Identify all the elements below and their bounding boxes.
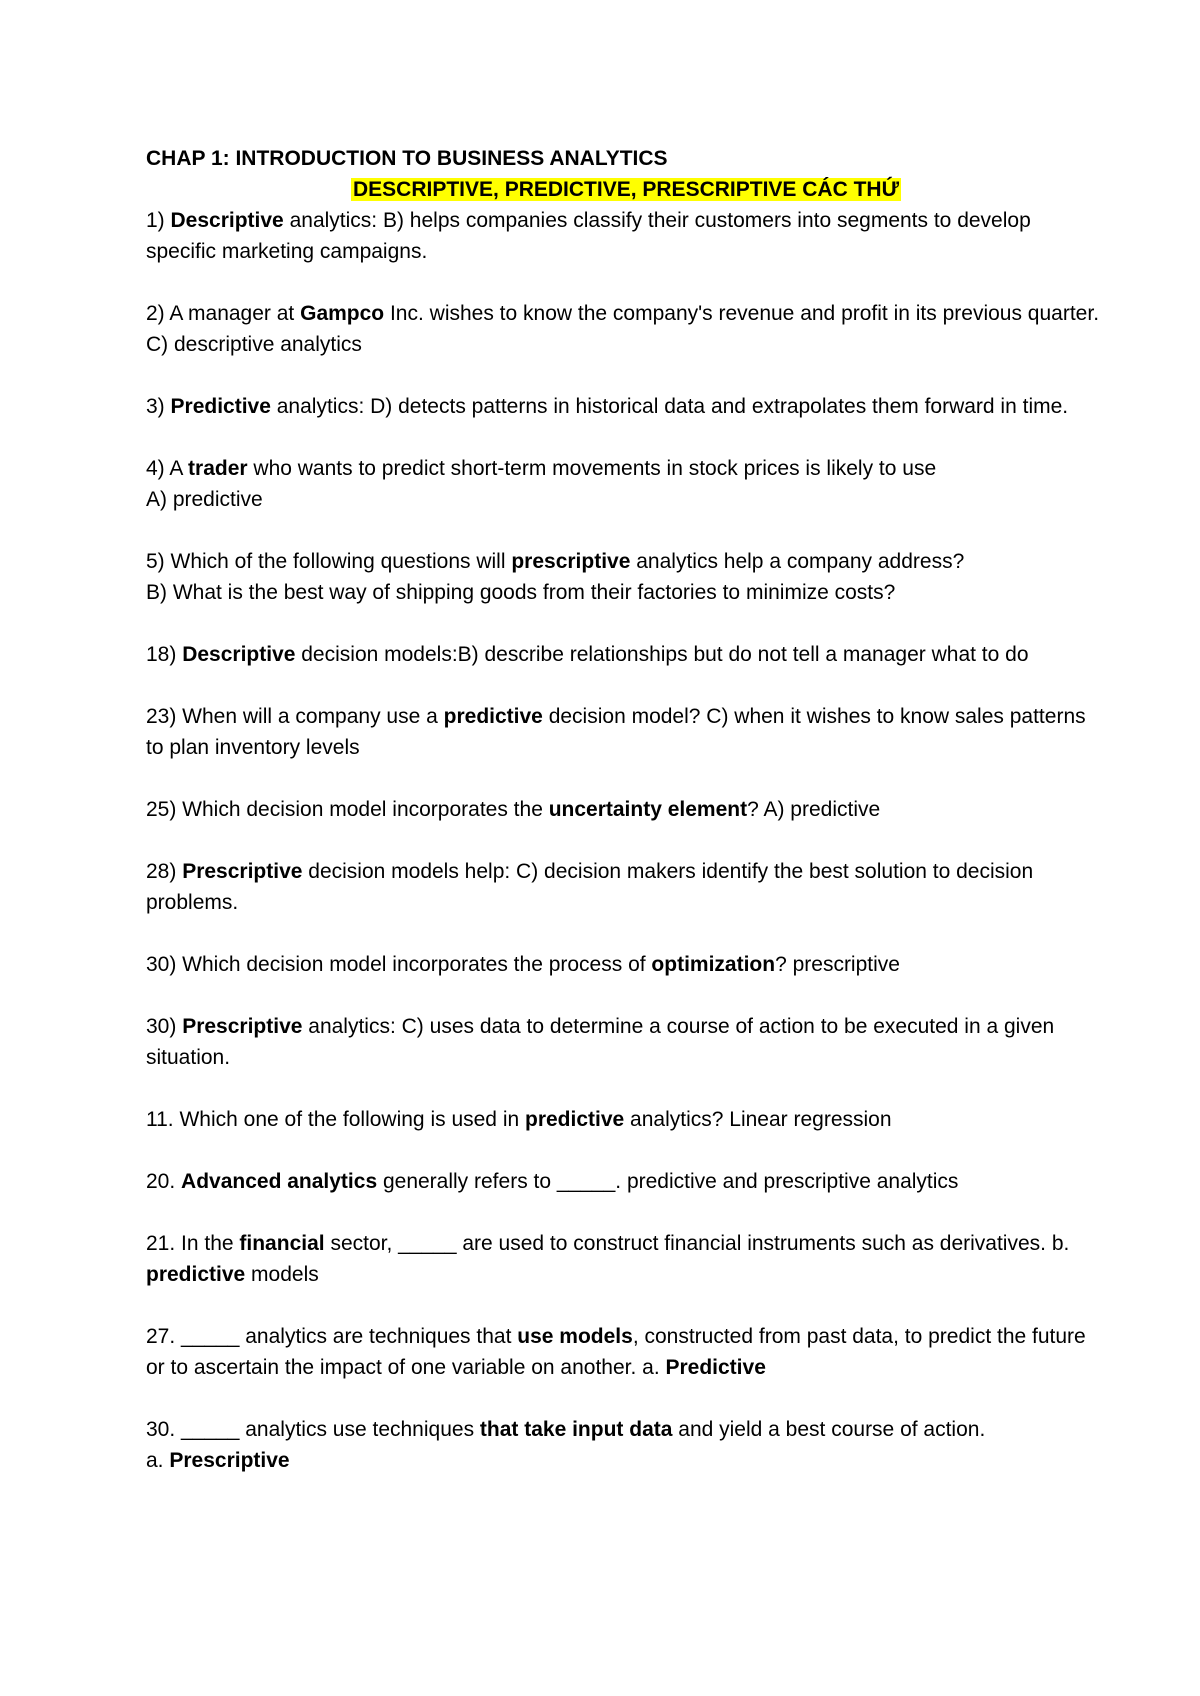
qa-keyword: Advanced analytics: [181, 1170, 378, 1193]
qa-line: [146, 577, 1106, 608]
qa-text: models: [245, 1263, 319, 1286]
qa-text: 5) Which of the following questions will: [146, 550, 512, 573]
qa-line: [146, 1445, 1106, 1476]
qa-text: and yield a best course of action.: [672, 1418, 986, 1441]
qa-text: 2) A manager at: [146, 302, 301, 325]
qa-text: , constructed from past data, to predict the future or to ascertain the impact of one variable on another. a.: [146, 1325, 1086, 1379]
qa-text: 21. In the: [146, 1232, 240, 1255]
qa-item: [146, 205, 1106, 267]
qa-item: [146, 794, 1106, 825]
qa-item: [146, 1166, 1106, 1197]
qa-text: B) What is the best way of shipping goods from their factories to minimize costs?: [146, 581, 896, 604]
qa-keyword: uncertainty element: [548, 798, 748, 821]
document-subtitle: DESCRIPTIVE, PREDICTIVE, PRESCRIPTIVE CÁC THỨ: [353, 178, 899, 201]
qa-line: [146, 1166, 1106, 1197]
qa-line: [146, 484, 1106, 515]
qa-text: 23) When will a company use a: [146, 705, 444, 728]
qa-keyword: Prescriptive: [182, 860, 303, 883]
qa-text: generally refers to _____. predictive and prescriptive analytics: [377, 1170, 959, 1193]
qa-text: 30) Which decision model incorporates the process of: [146, 953, 652, 976]
qa-item: [146, 949, 1106, 980]
qa-text: decision models help: C) decision makers identify the best solution to decision problems.: [146, 860, 1034, 914]
qa-item: [146, 453, 1106, 515]
qa-item: [146, 1104, 1106, 1135]
qa-line: [146, 205, 1106, 267]
qa-item: [146, 1011, 1106, 1073]
qa-text: 20.: [146, 1170, 182, 1193]
qa-line: [146, 639, 1106, 670]
qa-keyword: Prescriptive: [169, 1449, 290, 1472]
qa-text: 1): [146, 209, 171, 232]
qa-item: [146, 391, 1106, 422]
qa-text: 28): [146, 860, 183, 883]
qa-text: 30): [146, 1015, 183, 1038]
qa-keyword: use models: [517, 1325, 633, 1348]
qa-text: 18): [146, 643, 183, 666]
qa-keyword: Descriptive: [170, 209, 284, 232]
qa-line: [146, 546, 1106, 577]
qa-text: 30. _____ analytics use techniques: [146, 1418, 480, 1441]
qa-line: [146, 391, 1106, 422]
qa-line: [146, 1011, 1106, 1073]
document-body: [146, 143, 1106, 1507]
qa-line: [146, 1104, 1106, 1135]
document-subtitle-line: [146, 174, 1106, 205]
qa-text: Inc. wishes to know the company's revenue and profit in its previous quarter. C) descriptive analytics: [146, 302, 1100, 356]
qa-text: analytics help a company address?: [630, 550, 965, 573]
qa-item: [146, 298, 1106, 360]
qa-keyword: Gampco: [300, 302, 385, 325]
document-title: CHAP 1: INTRODUCTION TO BUSINESS ANALYTICS: [146, 147, 668, 170]
qa-text: analytics? Linear regression: [624, 1108, 892, 1131]
qa-text: 27. _____ analytics are techniques that: [146, 1325, 518, 1348]
qa-text: analytics: D) detects patterns in historical data and extrapolates them forward in time.: [270, 395, 1069, 418]
qa-keyword: Descriptive: [182, 643, 296, 666]
qa-text: decision models:B) describe relationships but do not tell a manager what to do: [295, 643, 1029, 666]
qa-keyword: trader: [188, 457, 248, 480]
qa-text: sector, _____ are used to construct financial instruments such as derivatives. b.: [324, 1232, 1070, 1255]
qa-item: [146, 856, 1106, 918]
qa-keyword: optimization: [651, 953, 776, 976]
qa-item: [146, 1228, 1106, 1290]
qa-line: [146, 701, 1106, 763]
qa-line: [146, 949, 1106, 980]
qa-line: [146, 1321, 1106, 1383]
qa-item: [146, 701, 1106, 763]
qa-text: analytics: B) helps companies classify their customers into segments to develop specific marketing campaigns.: [146, 209, 1031, 263]
qa-keyword: predictive: [525, 1108, 625, 1131]
qa-item: [146, 1321, 1106, 1383]
qa-list: [146, 205, 1106, 1476]
qa-keyword: Prescriptive: [182, 1015, 303, 1038]
qa-text: 3): [146, 395, 171, 418]
qa-line: [146, 856, 1106, 918]
qa-line: [146, 298, 1106, 360]
qa-keyword: predictive: [443, 705, 543, 728]
qa-text: analytics: C) uses data to determine a course of action to be executed in a given situation.: [146, 1015, 1055, 1069]
qa-line: [146, 1228, 1106, 1290]
qa-item: [146, 1414, 1106, 1476]
qa-item: [146, 546, 1106, 608]
qa-line: [146, 453, 1106, 484]
qa-keyword: that take input data: [479, 1418, 673, 1441]
qa-text: who wants to predict short-term movements in stock prices is likely to use: [247, 457, 937, 480]
qa-text: a.: [146, 1449, 170, 1472]
qa-text: 25) Which decision model incorporates the: [146, 798, 549, 821]
qa-item: [146, 639, 1106, 670]
qa-text: 4) A: [146, 457, 189, 480]
qa-keyword: Predictive: [170, 395, 271, 418]
qa-text: decision model? C) when it wishes to know sales patterns to plan inventory levels: [146, 705, 1086, 759]
qa-line: [146, 1414, 1106, 1445]
qa-text: ? prescriptive: [775, 953, 900, 976]
qa-line: [146, 794, 1106, 825]
qa-text: 11. Which one of the following is used in: [146, 1108, 525, 1131]
qa-keyword: financial: [239, 1232, 325, 1255]
qa-keyword: prescriptive: [511, 550, 631, 573]
qa-text: ? A) predictive: [747, 798, 881, 821]
qa-keyword: predictive: [146, 1263, 246, 1286]
qa-text: A) predictive: [146, 488, 263, 511]
qa-keyword: Predictive: [665, 1356, 766, 1379]
